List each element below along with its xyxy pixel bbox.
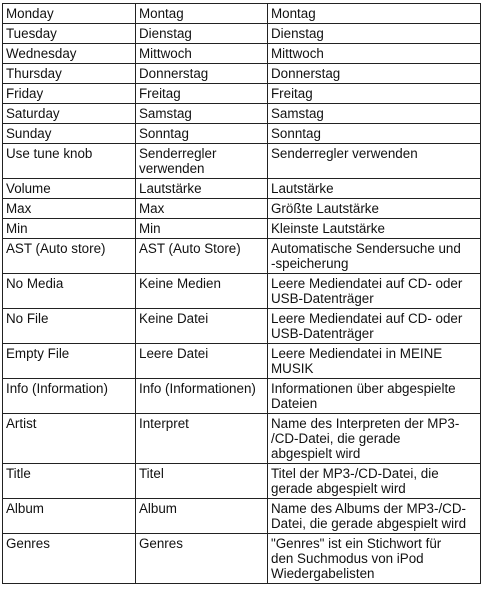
german-term: Min <box>139 221 161 236</box>
english-term-cell <box>3 219 136 239</box>
table-row <box>3 309 481 344</box>
table-row <box>3 414 481 464</box>
german-term: Titel <box>139 466 164 481</box>
description-cell <box>268 84 481 104</box>
table-row <box>3 84 481 104</box>
description: Dienstag <box>271 26 324 41</box>
english-term: Artist <box>6 416 37 431</box>
german-term: Info (Informationen) <box>139 381 256 396</box>
english-term-cell <box>3 144 136 179</box>
german-term: AST (Auto Store) <box>139 241 241 256</box>
terms-table <box>2 3 481 584</box>
description-cell <box>268 44 481 64</box>
german-term-cell <box>136 104 268 124</box>
description-cell <box>268 199 481 219</box>
english-term-cell <box>3 199 136 219</box>
description: Donnerstag <box>271 66 341 81</box>
table-row <box>3 44 481 64</box>
english-term-cell <box>3 124 136 144</box>
description: Leere Mediendatei in MEINE MUSIK <box>271 346 443 376</box>
table-row <box>3 179 481 199</box>
description-cell <box>268 274 481 309</box>
german-term-cell <box>136 84 268 104</box>
description-cell <box>268 344 481 379</box>
english-term: Use tune knob <box>6 146 93 161</box>
description-cell <box>268 179 481 199</box>
english-term: Monday <box>6 6 54 21</box>
description: "Genres" ist ein Stichwort für den Suchmodus von iPod Wiedergabelisten <box>271 536 442 581</box>
description-cell <box>268 534 481 584</box>
german-term-cell <box>136 124 268 144</box>
table-row <box>3 199 481 219</box>
english-term-cell <box>3 4 136 24</box>
description: Senderregler verwenden <box>271 146 418 161</box>
description: Größte Lautstärke <box>271 201 379 216</box>
table-row <box>3 379 481 414</box>
description: Montag <box>271 6 316 21</box>
german-term: Senderregler verwenden <box>139 146 217 176</box>
description-cell <box>268 144 481 179</box>
english-term-cell <box>3 239 136 274</box>
table-row <box>3 344 481 379</box>
german-term: Sonntag <box>139 126 189 141</box>
english-term: AST (Auto store) <box>6 241 106 256</box>
english-term: Sunday <box>6 126 52 141</box>
english-term-cell <box>3 104 136 124</box>
description: Informationen über abgespielte Dateien <box>271 381 456 411</box>
english-term-cell <box>3 64 136 84</box>
english-term-cell <box>3 464 136 499</box>
table-row <box>3 124 481 144</box>
german-term: Freitag <box>139 86 181 101</box>
english-term: No Media <box>6 276 64 291</box>
german-term-cell <box>136 414 268 464</box>
german-term-cell <box>136 144 268 179</box>
english-term: Friday <box>6 86 44 101</box>
german-term: Mittwoch <box>139 46 192 61</box>
description-cell <box>268 239 481 274</box>
english-term-cell <box>3 24 136 44</box>
description: Titel der MP3-/CD-Datei, die gerade abgespielt wird <box>271 466 439 496</box>
english-term-cell <box>3 344 136 379</box>
german-term-cell <box>136 464 268 499</box>
german-term: Album <box>139 501 177 516</box>
description: Leere Mediendatei auf CD- oder USB-Datenträger <box>271 311 463 341</box>
german-term-cell <box>136 219 268 239</box>
english-term-cell <box>3 84 136 104</box>
german-term-cell <box>136 534 268 584</box>
description-cell <box>268 379 481 414</box>
german-term-cell <box>136 179 268 199</box>
table-row <box>3 219 481 239</box>
english-term-cell <box>3 414 136 464</box>
german-term: Genres <box>139 536 183 551</box>
description-cell <box>268 4 481 24</box>
table-row <box>3 64 481 84</box>
german-term-cell <box>136 24 268 44</box>
description-cell <box>268 464 481 499</box>
german-term: Max <box>139 201 165 216</box>
english-term: Genres <box>6 536 50 551</box>
english-term: Empty File <box>6 346 70 361</box>
english-term-cell <box>3 179 136 199</box>
description: Mittwoch <box>271 46 324 61</box>
german-term: Samstag <box>139 106 192 121</box>
english-term: Title <box>6 466 31 481</box>
description-cell <box>268 64 481 84</box>
description: Lautstärke <box>271 181 334 196</box>
german-term: Keine Medien <box>139 276 221 291</box>
english-term: Info (Information) <box>6 381 108 396</box>
german-term: Keine Datei <box>139 311 209 326</box>
description: Kleinste Lautstärke <box>271 221 385 236</box>
german-term: Interpret <box>139 416 189 431</box>
german-term-cell <box>136 379 268 414</box>
description: Samstag <box>271 106 324 121</box>
german-term: Leere Datei <box>139 346 209 361</box>
description-cell <box>268 499 481 534</box>
english-term: Saturday <box>6 106 60 121</box>
german-term-cell <box>136 344 268 379</box>
description: Sonntag <box>271 126 321 141</box>
table-row <box>3 239 481 274</box>
german-term-cell <box>136 309 268 344</box>
table-row <box>3 24 481 44</box>
description: Automatische Sendersuche und -speicherung <box>271 241 461 271</box>
description-cell <box>268 219 481 239</box>
english-term-cell <box>3 309 136 344</box>
table-row <box>3 144 481 179</box>
english-term-cell <box>3 274 136 309</box>
description-cell <box>268 309 481 344</box>
german-term-cell <box>136 239 268 274</box>
description: Name des Albums der MP3-/CD- Datei, die gerade abgespielt wird <box>271 501 467 531</box>
description: Leere Mediendatei auf CD- oder USB-Datenträger <box>271 276 463 306</box>
description-cell <box>268 414 481 464</box>
table-row <box>3 534 481 584</box>
description-cell <box>268 124 481 144</box>
german-term-cell <box>136 64 268 84</box>
description: Freitag <box>271 86 313 101</box>
german-term: Dienstag <box>139 26 192 41</box>
german-term: Montag <box>139 6 184 21</box>
english-term: Album <box>6 501 44 516</box>
english-term: Wednesday <box>6 46 77 61</box>
german-term-cell <box>136 4 268 24</box>
english-term: Min <box>6 221 28 236</box>
german-term: Donnerstag <box>139 66 209 81</box>
table-row <box>3 104 481 124</box>
german-term-cell <box>136 44 268 64</box>
english-term-cell <box>3 44 136 64</box>
english-term: Tuesday <box>6 26 57 41</box>
table-row <box>3 499 481 534</box>
english-term-cell <box>3 534 136 584</box>
description: Name des Interpreten der MP3- /CD-Datei, die gerade abgespielt wird <box>271 416 460 461</box>
description-cell <box>268 24 481 44</box>
description-cell <box>268 104 481 124</box>
table-row <box>3 464 481 499</box>
german-term-cell <box>136 499 268 534</box>
table-row <box>3 274 481 309</box>
german-term-cell <box>136 274 268 309</box>
english-term: Max <box>6 201 32 216</box>
english-term: No File <box>6 311 49 326</box>
english-term: Thursday <box>6 66 62 81</box>
german-term: Lautstärke <box>139 181 202 196</box>
german-term-cell <box>136 199 268 219</box>
english-term: Volume <box>6 181 51 196</box>
english-term-cell <box>3 379 136 414</box>
english-term-cell <box>3 499 136 534</box>
table-row <box>3 4 481 24</box>
terms-table-body <box>3 4 481 584</box>
